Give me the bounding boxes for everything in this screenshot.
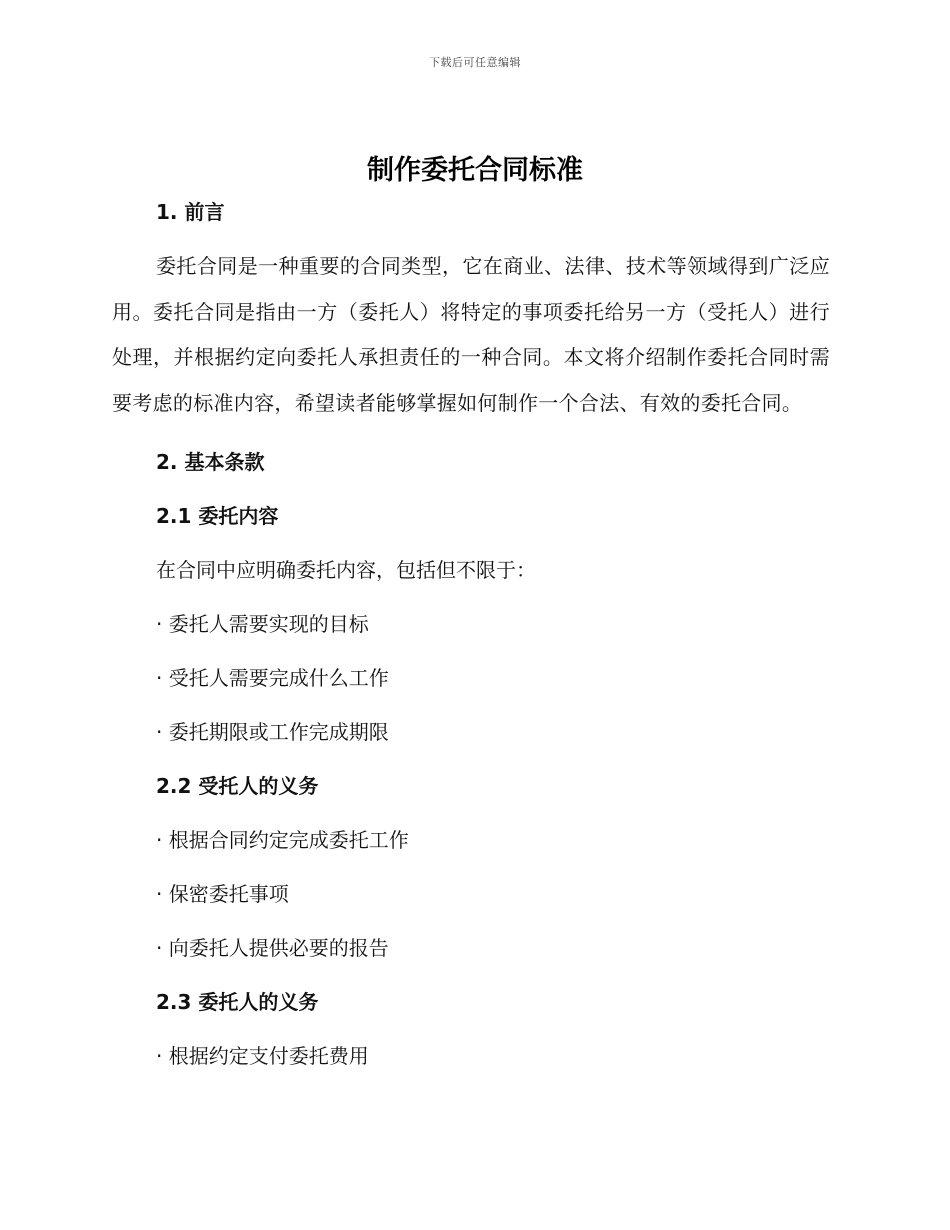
document-body: [112, 194, 830, 1074]
list-item: · 保密委托事项: [156, 882, 289, 906]
subsection-heading-delegation-content: 2.1 委托内容: [156, 504, 279, 528]
subsection-heading-principal-obligations: 2.3 委托人的义务: [156, 990, 319, 1014]
list-item: · 向委托人提供必要的报告: [156, 936, 389, 960]
document-title: 制作委托合同标准: [367, 155, 583, 186]
list-item: · 委托期限或工作完成期限: [156, 720, 389, 744]
list-item: · 根据约定支付委托费用: [156, 1044, 369, 1068]
subsection-heading-trustee-obligations: 2.2 受托人的义务: [156, 774, 319, 798]
list-item: · 受托人需要完成什么工作: [156, 666, 389, 690]
section-heading-basic-terms: 2. 基本条款: [156, 450, 265, 474]
list-item: · 委托人需要实现的目标: [156, 612, 369, 636]
delegation-content-intro: 在合同中应明确委托内容，包括但不限于：: [156, 558, 536, 582]
section-heading-preface: 1. 前言: [156, 200, 225, 224]
list-item: · 根据合同约定完成委托工作: [156, 828, 409, 852]
page-header: 下载后可任意编辑: [429, 56, 521, 69]
preface-paragraph: 委托合同是一种重要的合同类型，它在商业、法律、技术等领域得到广泛应用。委托合同是指由一方（委托人）将特定的事项委托给另一方（受托人）进行处理，并根据约定向委托人承担责任的一种合同。本文将介绍制作委托合同时需要考虑的标准内容，希望读者能够掌握如何制作一个合法、有效的委托合同。: [112, 254, 830, 415]
